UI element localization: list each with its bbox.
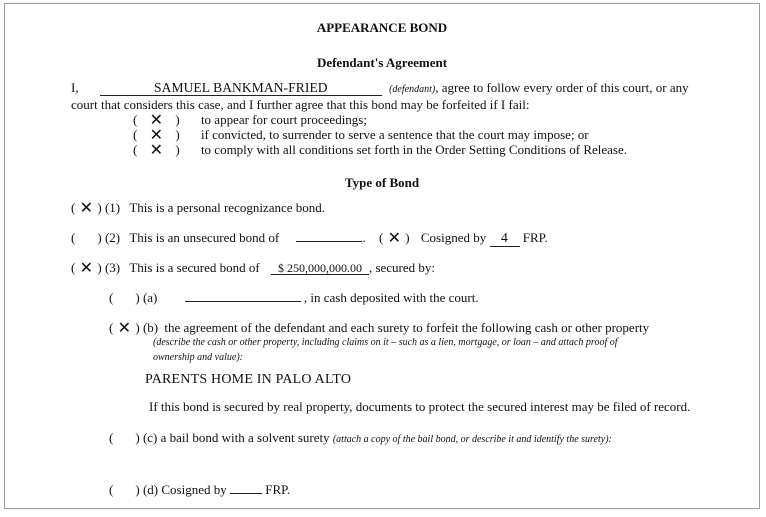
condition-checkbox: ✕ (149, 140, 164, 159)
option-d-text: Cosigned by (161, 482, 227, 497)
intro-line-1-text: , agree to follow every order of this court, or any (435, 80, 689, 95)
bond-option-1: ( ✕ ) (1) This is a personal recognizance bond. (71, 198, 326, 217)
option-b-note-line-2: ownership and value): (153, 352, 243, 363)
bond-option-3: ( ✕ ) (3) This is a secured bond of $ 250,000,000.00 , secured by: (71, 258, 436, 277)
condition-item: ( ✕ ) to comply with all conditions set forth in the Order Setting Conditions of Release. (133, 140, 627, 159)
option-3-text: This is a secured bond of (129, 260, 260, 275)
secured-option-a: ( ) (a) , in cash deposited with the court. (109, 290, 479, 305)
cosign-checkbox: ✕ (387, 228, 401, 247)
option-3-number: (3) (104, 260, 121, 275)
option-b-letter: (b) (142, 320, 159, 335)
defendant-label: (defendant) (389, 84, 436, 95)
secured-option-b: ( ✕ ) (b) the agreement of the defendant and each surety to forfeit the following cash or other property (109, 318, 650, 337)
bond-option-2: ( ) (2) This is an unsecured bond of . ( ✕ ) Cosigned by 4 FRP. (71, 228, 548, 247)
option-1-checkbox: ✕ (79, 198, 94, 217)
condition-item: ( ✕ ) if convicted, to surrender to serve a sentence that the court may impose; or (133, 125, 589, 144)
option-a-letter: (a) (142, 290, 158, 305)
intro-prefix: I, (71, 80, 79, 95)
option-2-number: (2) (104, 230, 121, 245)
condition-item: ( ✕ ) to appear for court proceedings; (133, 110, 367, 129)
option-b-text: the agreement of the defendant and each surety to forfeit the following cash or other property (164, 320, 650, 335)
appearance-bond-page (4, 3, 760, 509)
unsecured-amount-field (296, 241, 362, 242)
cosign-label: Cosigned by (420, 230, 487, 245)
option-1-text: This is a personal recognizance bond. (129, 200, 326, 215)
secured-option-c: ( ) (c) a bail bond with a solvent surety (attach a copy of the bail bond, or describe it and identify the surety): (109, 430, 612, 445)
option-d-suffix: FRP. (265, 482, 291, 497)
cash-amount-field (185, 301, 301, 302)
condition-text: if convicted, to surrender to serve a sentence that the court may impose; or (200, 127, 589, 142)
option-2-text: This is an unsecured bond of (129, 230, 280, 245)
option-c-note: (attach a copy of the bail bond, or describe it and identify the surety): (332, 434, 612, 445)
option-1-number: (1) (104, 200, 121, 215)
condition-checkbox: ✕ (149, 110, 164, 129)
defendant-name-field: SAMUEL BANKMAN-FRIED (100, 81, 382, 96)
intro-line-2: court that considers this case, and I further agree that this bond may be forfeited if I fail: (71, 97, 530, 112)
option-3-checkbox: ✕ (79, 258, 94, 277)
option-3-suffix: , secured by: (368, 260, 436, 275)
condition-text: to comply with all conditions set forth in the Order Setting Conditions of Release. (200, 142, 627, 157)
document-title: APPEARANCE BOND (316, 20, 448, 35)
agreement-heading: Defendant's Agreement (316, 55, 448, 70)
option-d-count-field (230, 493, 262, 494)
option-b-checkbox: ✕ (117, 318, 132, 337)
option-c-letter: (c) (142, 430, 158, 445)
real-property-note: If this bond is secured by real property, documents to protect the secured interest may be filed of record. (149, 399, 691, 414)
option-a-text: , in cash deposited with the court. (303, 290, 479, 305)
option-d-letter: (d) (142, 482, 159, 497)
cosign-suffix: FRP. (522, 230, 548, 245)
property-description: PARENTS HOME IN PALO ALTO (145, 372, 352, 387)
option-c-text: a bail bond with a solvent surety (160, 430, 330, 445)
secured-amount-field: $ 250,000,000.00 (271, 262, 369, 275)
condition-text: to appear for court proceedings; (200, 112, 367, 127)
cosign-count-field: 4 (490, 232, 520, 247)
type-of-bond-heading: Type of Bond (344, 175, 420, 190)
intro-line-1 (71, 80, 689, 96)
condition-checkbox: ✕ (149, 125, 164, 144)
secured-option-d: ( ) (d) Cosigned by FRP. (109, 482, 291, 497)
option-b-note-line-1: (describe the cash or other property, including claims on it – such as a lien, mortgage, or loan – and attach proof of (153, 337, 618, 348)
